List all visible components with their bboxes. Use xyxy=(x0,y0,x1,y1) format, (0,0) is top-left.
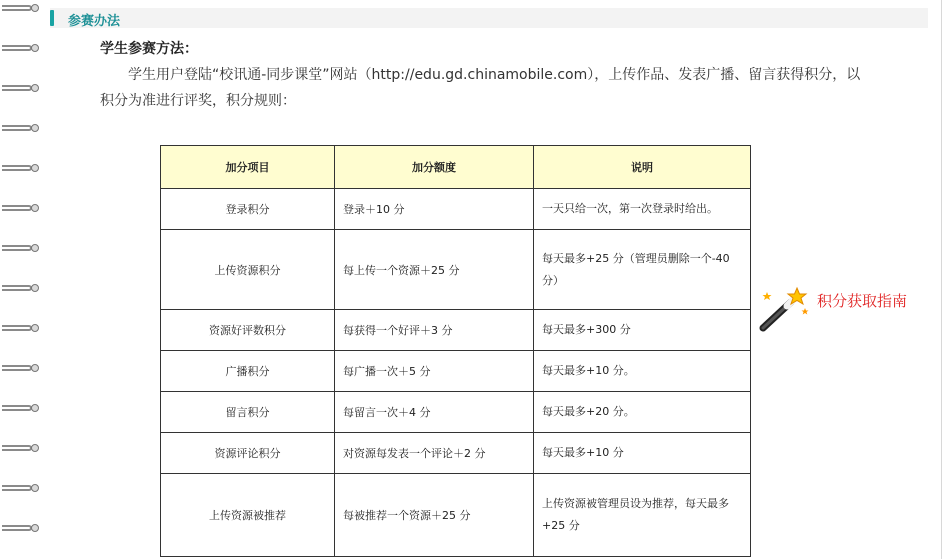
spiral-ring xyxy=(2,83,38,93)
cell-note: 每天最多+10 分 xyxy=(534,433,751,474)
table-row xyxy=(161,392,751,433)
cell-item: 资源评论积分 xyxy=(161,433,335,474)
header-item: 加分项目 xyxy=(161,146,335,189)
points-guide-link[interactable] xyxy=(757,286,937,334)
spiral-ring xyxy=(2,523,38,533)
table-row xyxy=(161,351,751,392)
cell-note: 一天只给一次，第一次登录时给出。 xyxy=(534,189,751,230)
table-row xyxy=(161,230,751,310)
spiral-ring xyxy=(2,283,38,293)
table-header-row xyxy=(161,146,751,189)
cell-note: 每天最多+10 分。 xyxy=(534,351,751,392)
section-header xyxy=(50,8,928,28)
cell-amount: 每留言一次＋4 分 xyxy=(335,392,534,433)
cell-note: 每天最多+25 分（管理员删除一个-40 分） xyxy=(534,230,751,310)
cell-amount: 每获得一个好评＋3 分 xyxy=(335,310,534,351)
subtitle: 学生参赛方法： xyxy=(100,41,198,57)
spiral-ring xyxy=(2,203,38,213)
intro-paragraph: 学生用户登陆“校讯通-同步课堂”网站（http://edu.gd.chinamobile.com），上传作品、发表广播、留言获得积分，以积分为准进行评奖，积分规则： xyxy=(100,67,861,109)
page-edge xyxy=(941,0,942,559)
cell-amount: 登录＋10 分 xyxy=(335,189,534,230)
spiral-ring xyxy=(2,443,38,453)
spiral-ring xyxy=(2,403,38,413)
spiral-ring xyxy=(2,323,38,333)
table-row xyxy=(161,310,751,351)
spiral-ring xyxy=(2,163,38,173)
cell-item: 广播积分 xyxy=(161,351,335,392)
section-marker xyxy=(50,10,54,26)
spiral-ring xyxy=(2,243,38,253)
header-note: 说明 xyxy=(534,146,751,189)
magic-wand-icon xyxy=(757,286,813,334)
cell-note: 每天最多+20 分。 xyxy=(534,392,751,433)
spiral-ring xyxy=(2,43,38,53)
table-row xyxy=(161,189,751,230)
spiral-ring xyxy=(2,483,38,493)
cell-item: 上传资源积分 xyxy=(161,230,335,310)
cell-amount: 对资源每发表一个评论＋2 分 xyxy=(335,433,534,474)
cell-amount: 每广播一次＋5 分 xyxy=(335,351,534,392)
cell-amount: 每被推荐一个资源＋25 分 xyxy=(335,474,534,557)
spiral-binding xyxy=(0,0,44,559)
spiral-ring xyxy=(2,3,38,13)
table-row xyxy=(161,474,751,557)
cell-note: 每天最多+300 分 xyxy=(534,310,751,351)
header-amount: 加分额度 xyxy=(335,146,534,189)
guide-label[interactable]: 积分获取指南 xyxy=(817,292,908,310)
cell-item: 留言积分 xyxy=(161,392,335,433)
spiral-ring xyxy=(2,123,38,133)
points-rules-table xyxy=(160,145,751,557)
table-row xyxy=(161,433,751,474)
cell-item: 上传资源被推荐 xyxy=(161,474,335,557)
section-title: 参赛办法 xyxy=(68,14,121,29)
cell-item: 资源好评数积分 xyxy=(161,310,335,351)
cell-amount: 每上传一个资源＋25 分 xyxy=(335,230,534,310)
cell-note: 上传资源被管理员设为推荐，每天最多+25 分 xyxy=(534,474,751,557)
cell-item: 登录积分 xyxy=(161,189,335,230)
spiral-ring xyxy=(2,363,38,373)
